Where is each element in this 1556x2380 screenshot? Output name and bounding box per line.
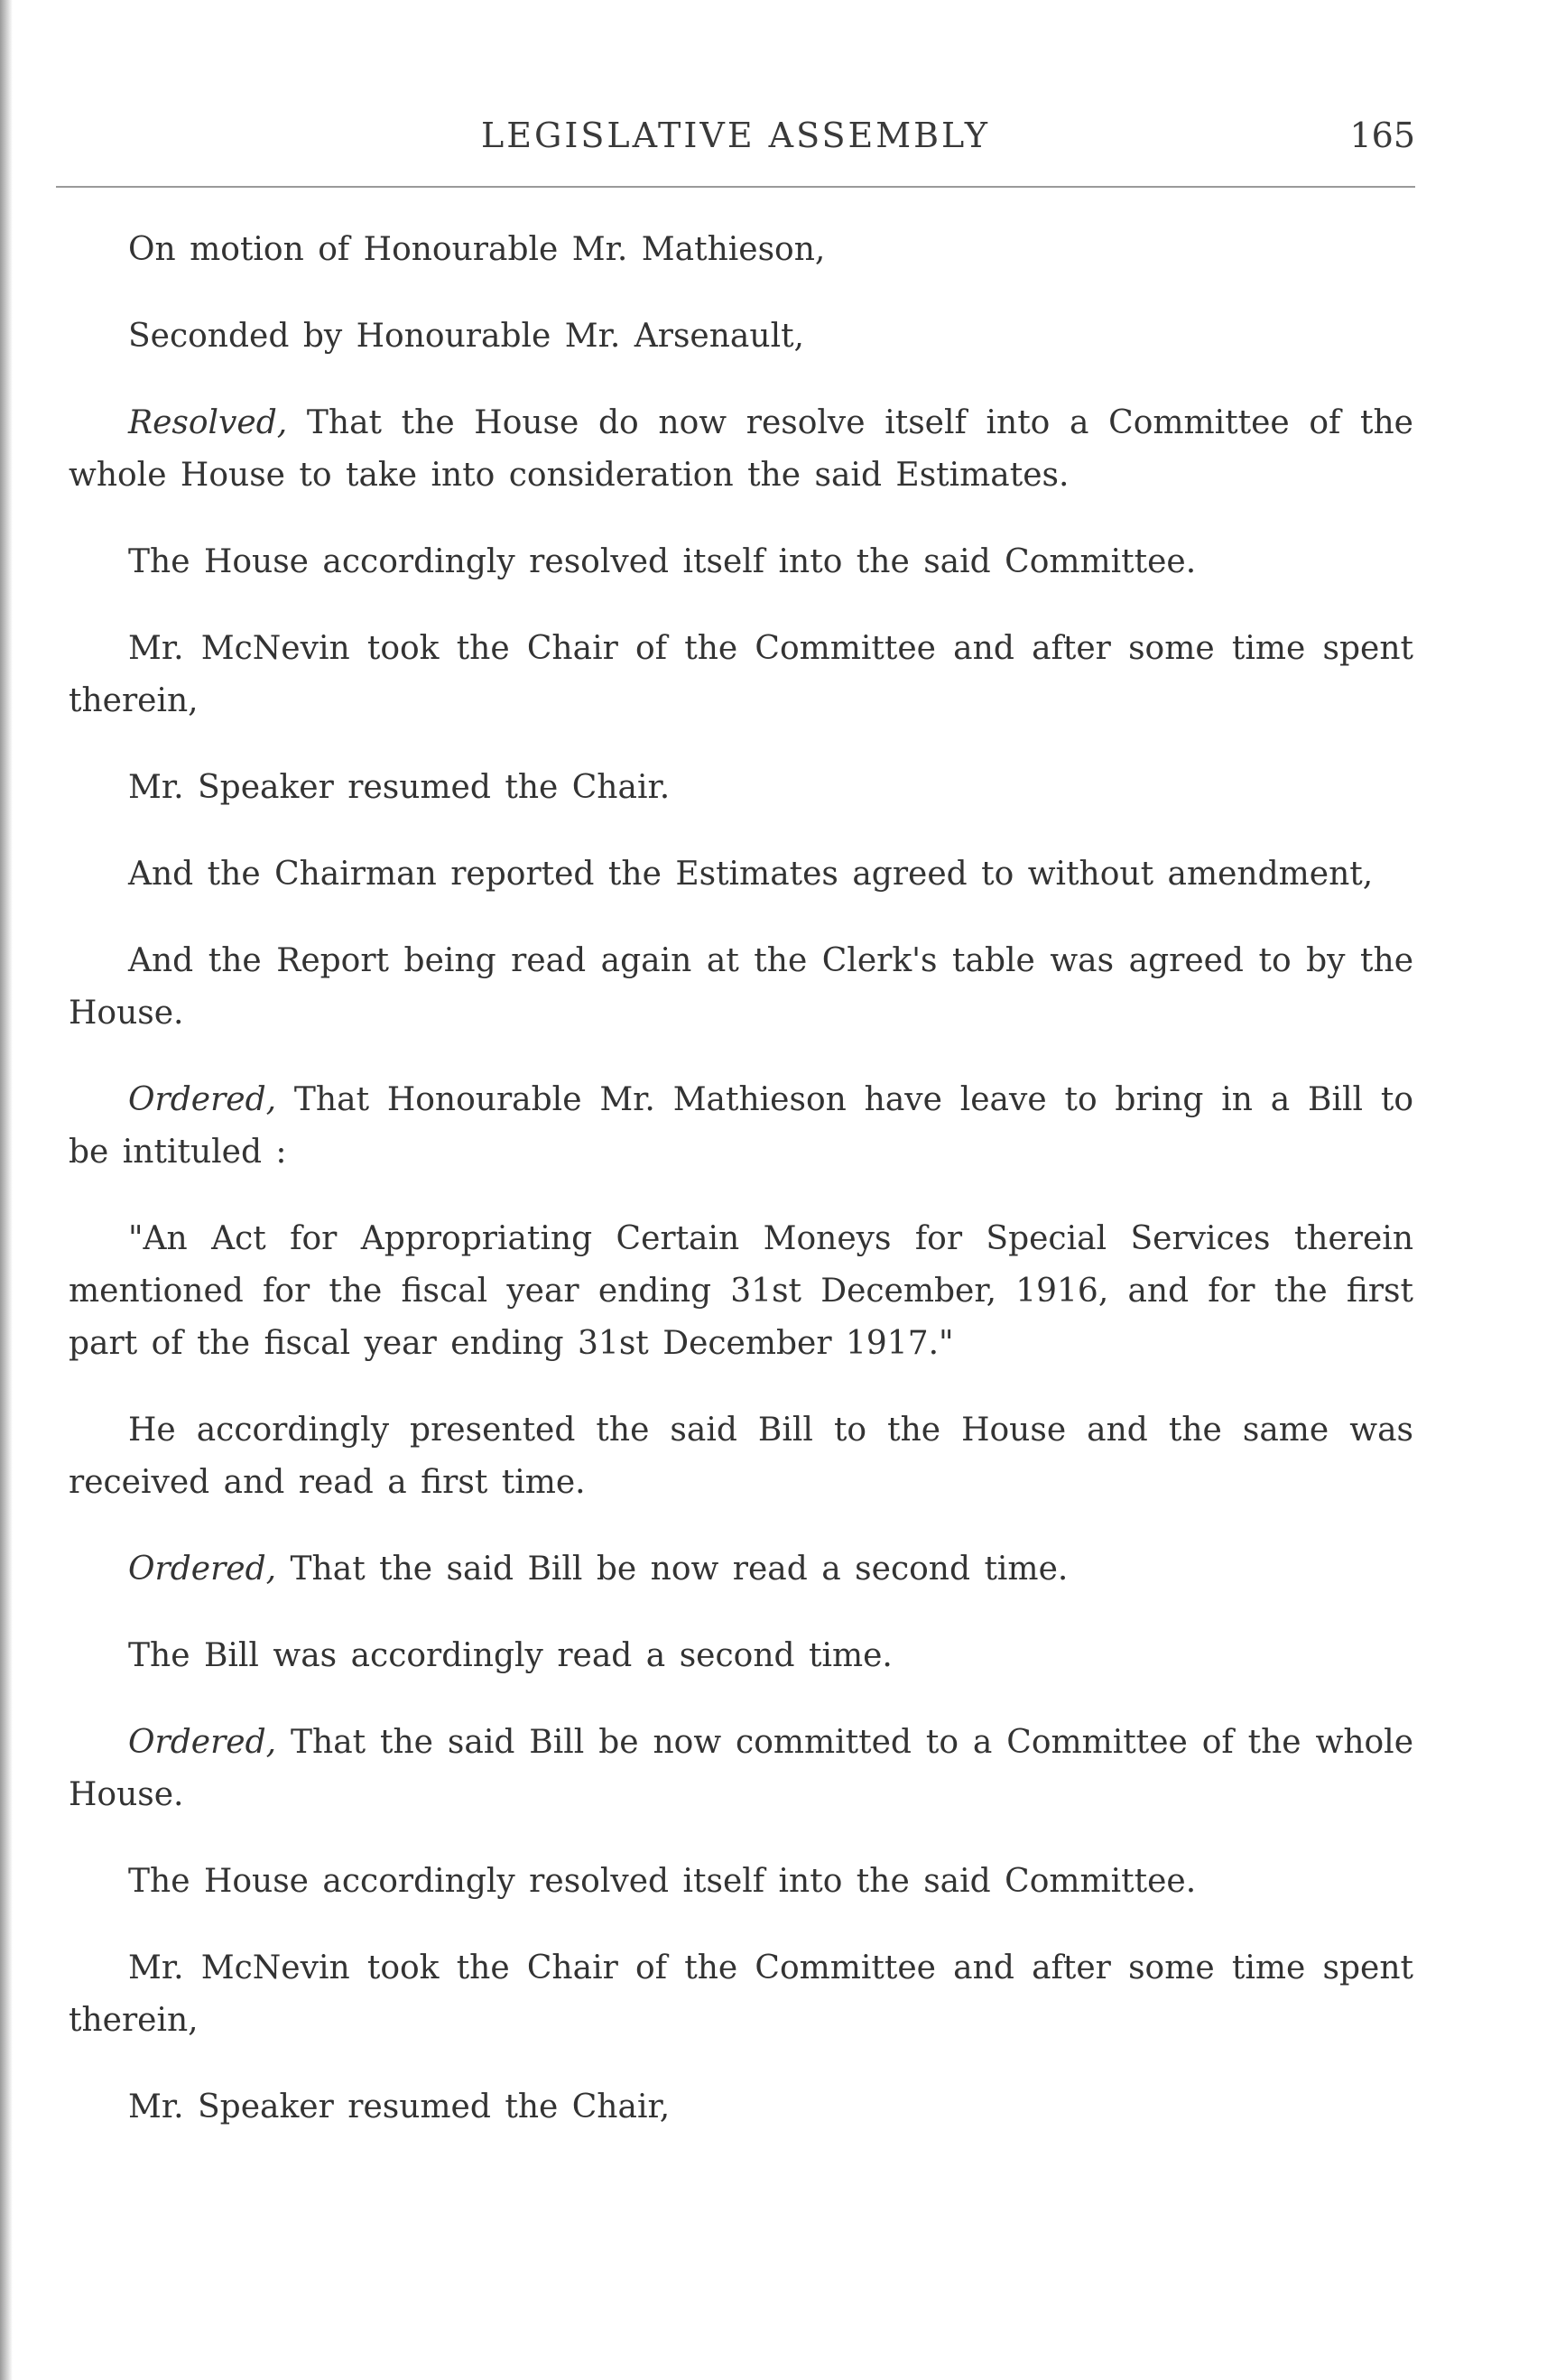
paragraph-lead: Ordered, (128, 1724, 277, 1761)
paragraph (69, 536, 1413, 588)
paragraph (69, 224, 1413, 276)
paragraph-text: That the said Bill be now committed to a Committee of the whole House. (69, 1724, 1413, 1813)
paragraph (69, 1404, 1413, 1509)
paragraph-text: On motion of Honourable Mr. Mathieson, (128, 231, 826, 268)
paragraph-text: "An Act for Appropriating Certain Moneys for Special Services therein mentioned for the fiscal year ending 31st December, 1916, and for the first part of the fiscal year ending 31st December 1917." (69, 1220, 1413, 1362)
paragraph (69, 397, 1413, 502)
paragraph (69, 1717, 1413, 1821)
paragraph (69, 1074, 1413, 1179)
paragraph-text: Mr. McNevin took the Chair of the Committee and after some time spent therein, (69, 1949, 1413, 2039)
paragraph (69, 1856, 1413, 1908)
paragraph-text: The House accordingly resolved itself into the said Committee. (128, 1863, 1197, 1900)
paragraph (69, 1213, 1413, 1370)
paragraph (69, 310, 1413, 363)
paragraph (69, 762, 1413, 814)
paragraph-text: And the Report being read again at the Clerk's table was agreed to by the House. (69, 942, 1413, 1032)
paragraph-lead: Ordered, (128, 1081, 277, 1118)
paragraph-text: He accordingly presented the said Bill to the House and the same was received and read a first time. (69, 1412, 1413, 1501)
paragraph (69, 848, 1413, 901)
page-number: 165 (1349, 116, 1415, 155)
paragraph-text: That Honourable Mr. Mathieson have leave to bring in a Bill to be intituled : (69, 1081, 1413, 1171)
running-head: LEGISLATIVE ASSEMBLY (481, 116, 990, 155)
paragraph-lead: Resolved, (128, 404, 288, 441)
paragraph-text: Seconded by Honourable Mr. Arsenault, (128, 318, 804, 355)
paragraph-lead: Ordered, (128, 1551, 277, 1588)
paragraph (69, 2081, 1413, 2134)
page-body (69, 224, 1413, 2168)
paragraph (69, 1942, 1413, 2047)
paragraph-text: Mr. Speaker resumed the Chair, (128, 2088, 671, 2125)
paragraph-text: The House accordingly resolved itself into the said Committee. (128, 543, 1197, 580)
page-edge-shadow (0, 0, 13, 2380)
paragraph-text: That the House do now resolve itself into a Committee of the whole House to take into consideration the said Estimates. (69, 404, 1413, 494)
paragraph (69, 1543, 1413, 1596)
paragraph (69, 935, 1413, 1040)
paragraph (69, 1630, 1413, 1682)
paragraph-text: And the Chairman reported the Estimates agreed to without amendment, (128, 856, 1374, 893)
paragraph-text: The Bill was accordingly read a second time. (128, 1637, 893, 1674)
paragraph-text: That the said Bill be now read a second time. (290, 1551, 1069, 1588)
paragraph-text: Mr. McNevin took the Chair of the Committee and after some time spent therein, (69, 630, 1413, 719)
paragraph (69, 623, 1413, 727)
paragraph-text: Mr. Speaker resumed the Chair. (128, 769, 671, 806)
page-header (56, 116, 1415, 170)
header-rule (56, 186, 1415, 188)
